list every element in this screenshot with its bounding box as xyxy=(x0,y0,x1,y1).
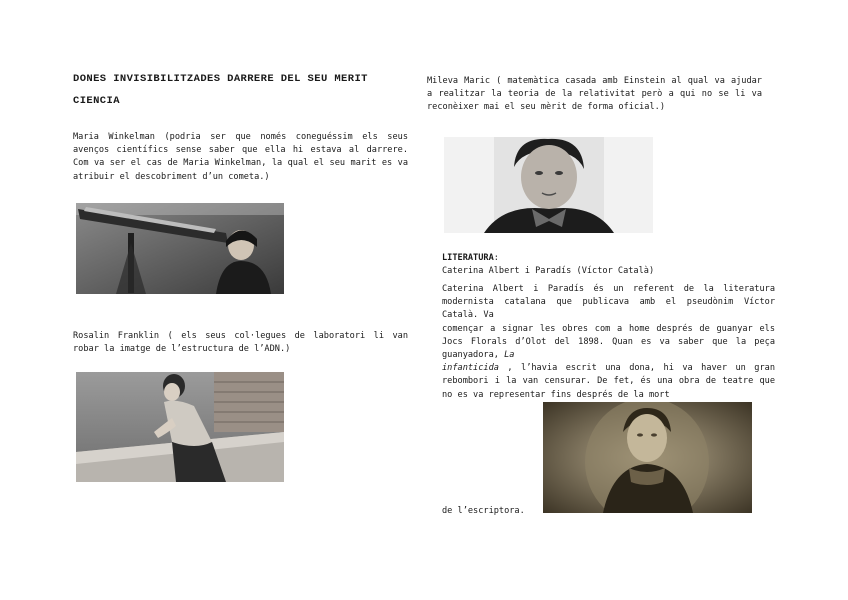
albert-para2-end: , l’havia escrit una dona, hi va haver un gran rebombori i la van censurar. De fet, és una obra de teatre que no es va representar fins després de la mort xyxy=(442,363,775,400)
albert-work-title-la: La xyxy=(504,350,515,361)
literatura-header xyxy=(442,252,762,278)
section-title-colon: : xyxy=(493,253,499,263)
albert-para1: Caterina Albert i Paradís és un referent de la literatura modernista catalana que publicava amb el pseudònim Víctor Català. Va xyxy=(442,284,775,321)
albert-paragraph xyxy=(442,283,775,402)
page-title-line1: DONES INVISIBILITZADES DARRERE DEL SEU MERIT xyxy=(73,73,368,85)
albert-para3: de l’escriptora. xyxy=(442,506,525,516)
page-title xyxy=(73,73,413,107)
section-title-ciencia: CIENCIA xyxy=(73,95,120,107)
section-title-literatura: LITERATURA xyxy=(442,253,494,263)
maric-paragraph: Mileva Maric ( matemàtica casada amb Einstein al qual va ajudar a realitzar la teoria de la relativitat però a qui no se li va reconèixer mai el seu mèrit de forma oficial.) xyxy=(427,76,762,113)
literatura-subtitle: Caterina Albert i Paradís (Víctor Català) xyxy=(442,266,655,277)
albert-photo xyxy=(543,402,752,513)
franklin-photo xyxy=(76,372,284,482)
winkelman-photo xyxy=(76,203,284,294)
maric-photo xyxy=(444,137,653,233)
albert-work-title-infanticida: infanticida xyxy=(442,363,499,374)
winkelman-paragraph: Maria Winkelman (podria ser que només coneguéssim els seus avenços científics sense saber que ella hi estava al darrere. Com va ser el cas de Maria Winkelman, la qual el seu marit es va atribuir el descobriment d’un cometa.) xyxy=(73,132,408,182)
albert-para2 xyxy=(442,323,775,402)
albert-para2-start: començar a signar les obres com a home després de guanyar els Jocs Florals d’Olot del 1898. Quan es va saber que la peça guanyadora, xyxy=(442,323,775,361)
franklin-paragraph: Rosalin Franklin ( els seus col·legues de laboratori li van robar la imatge de l’estructura de l’ADN.) xyxy=(73,331,408,355)
